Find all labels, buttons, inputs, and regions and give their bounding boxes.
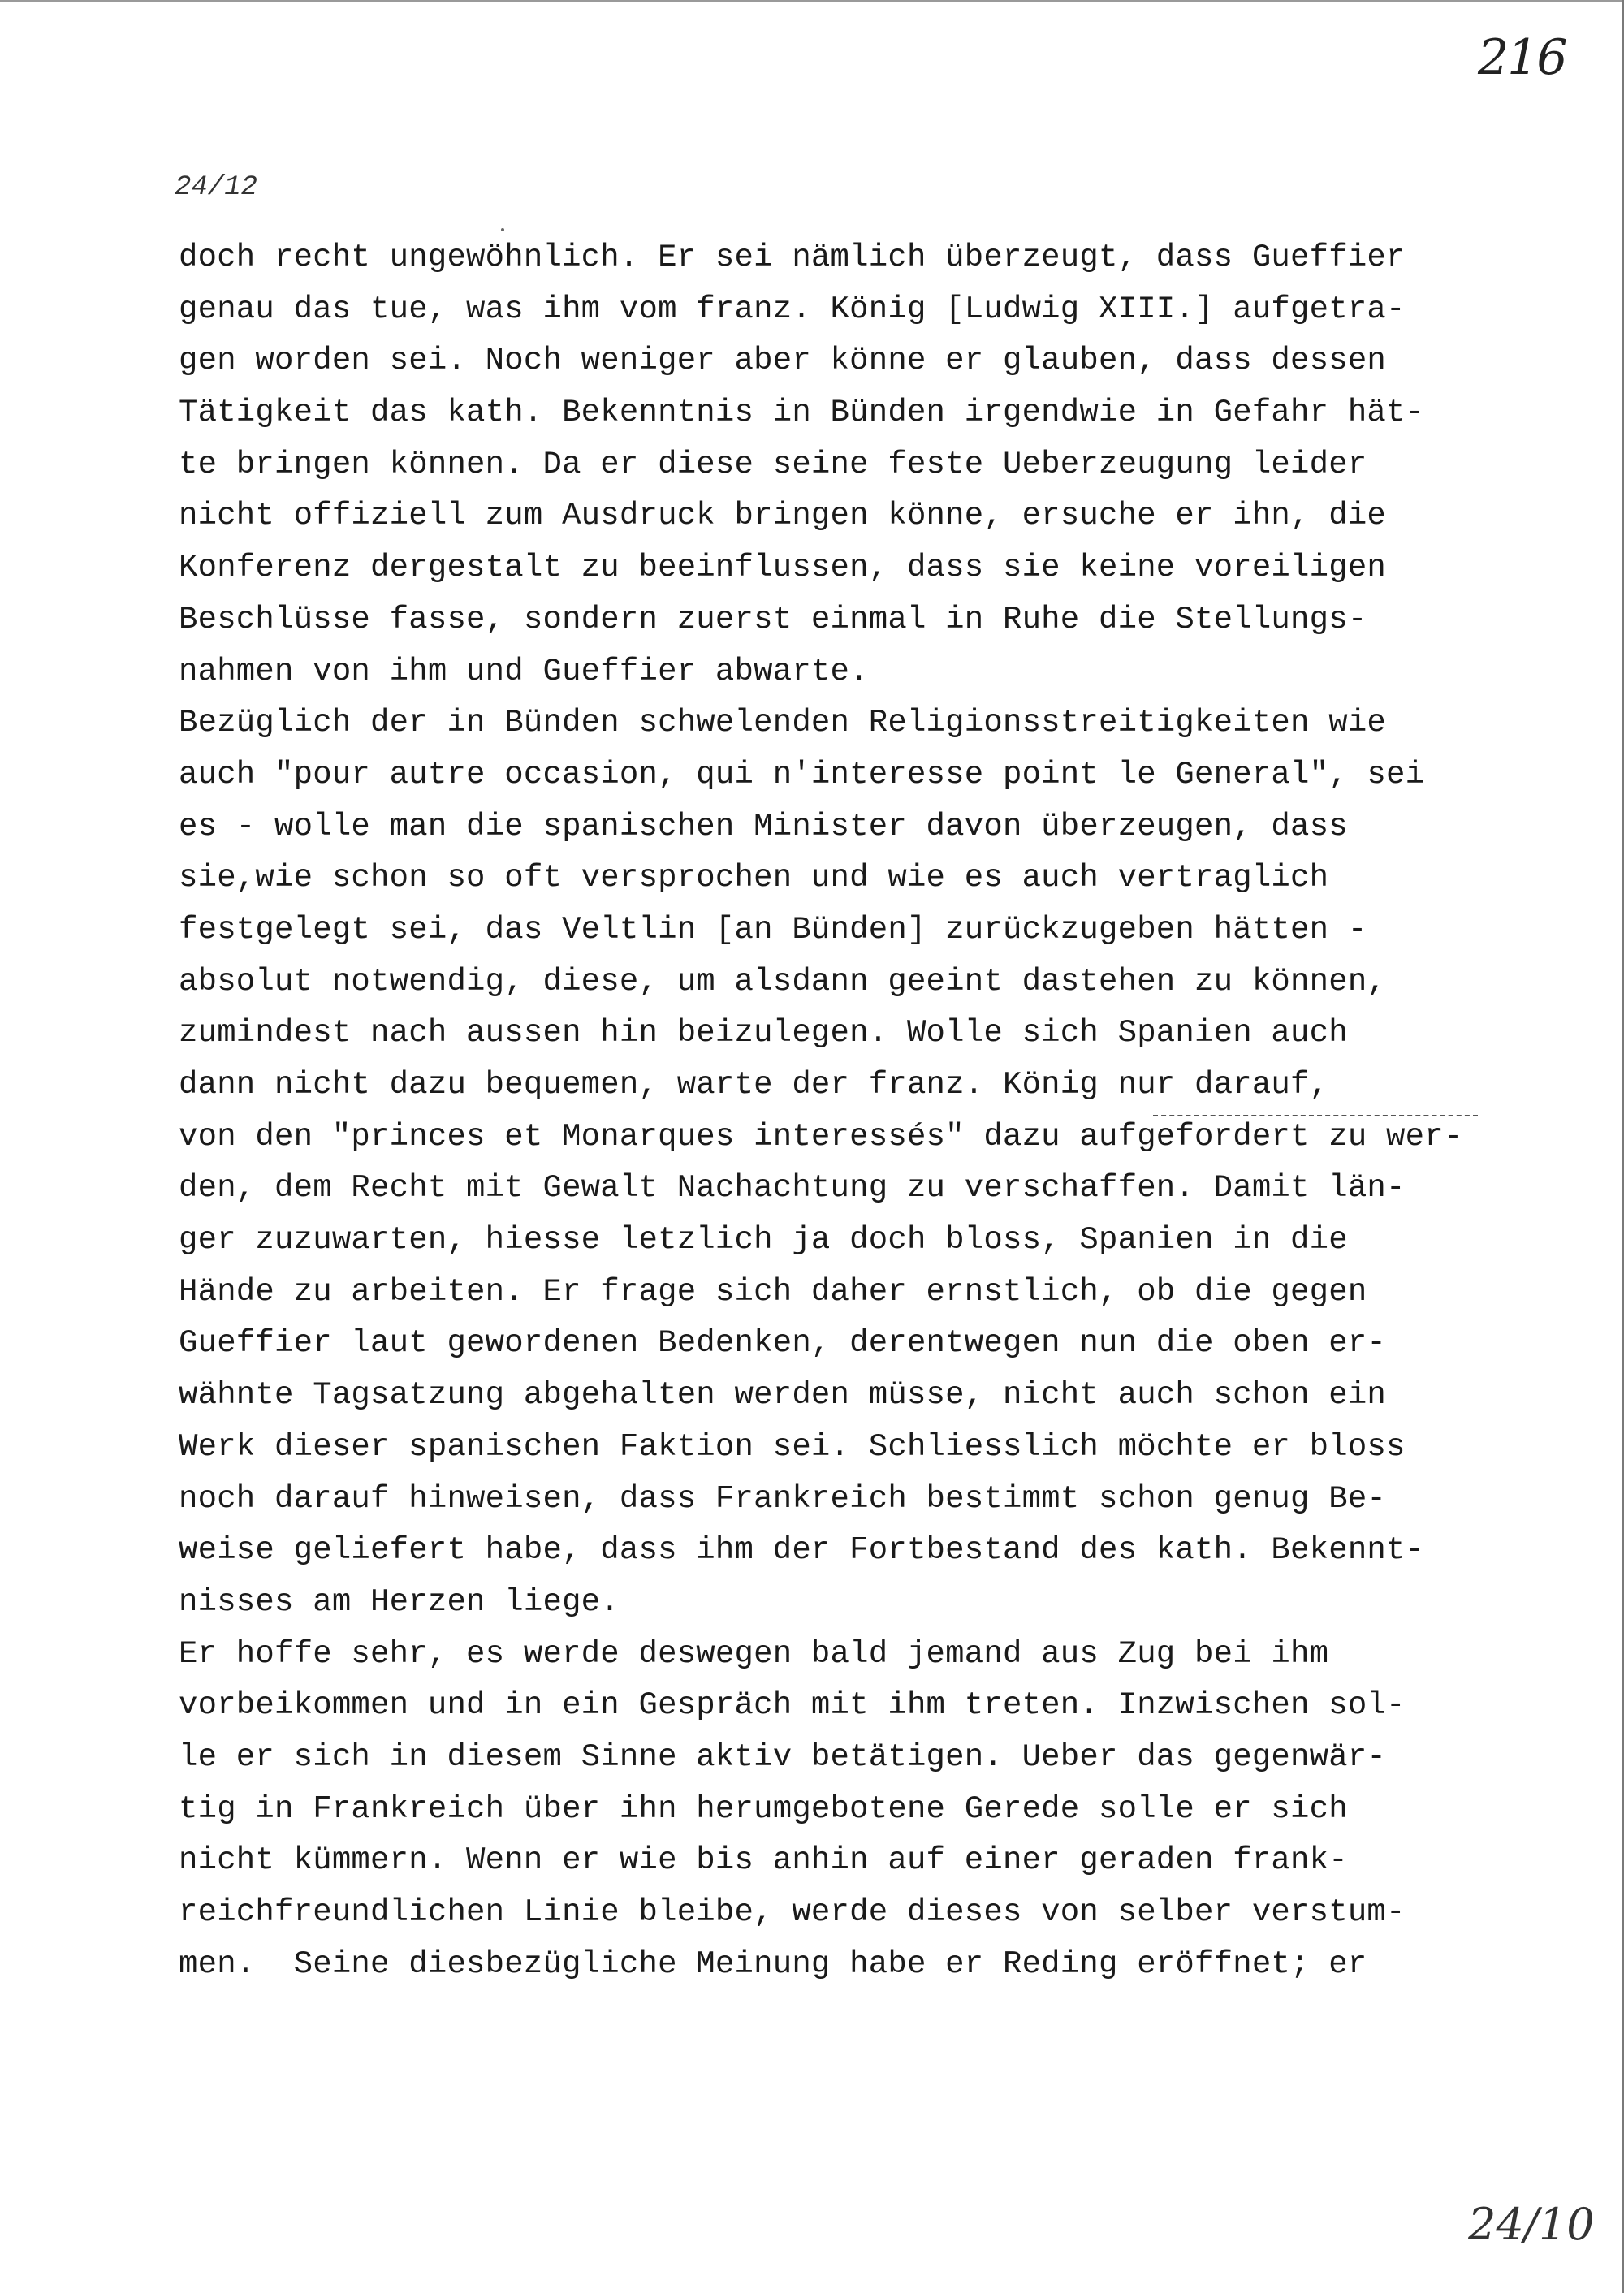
text-line: tig in Frankreich über ihn herumgebotene Gerede solle er sich: [179, 1790, 1348, 1827]
text-line: nicht offiziell zum Ausdruck bringen könne, ersuche er ihn, die: [179, 498, 1387, 534]
text-line: dann nicht dazu bequemen, warte der franz. König nur darauf,: [179, 1067, 1329, 1103]
text-line: festgelegt sei, das Veltlin [an Bünden] zurückzugeben hätten -: [179, 911, 1367, 948]
text-line: weise geliefert habe, dass ihm der Fortbestand des kath. Bekennt-: [179, 1532, 1425, 1569]
text-line: Beschlüsse fasse, sondern zuerst einmal in Ruhe die Stellungs-: [179, 601, 1367, 637]
scan-edge-top: [0, 0, 1624, 2]
text-line: auch "pour autre occasion, qui n'interesse point le General", sei: [179, 756, 1425, 792]
text-line: den, dem Recht mit Gewalt Nachachtung zu verschaffen. Damit län-: [179, 1170, 1406, 1207]
text-line: es - wolle man die spanischen Minister davon überzeugen, dass: [179, 808, 1348, 844]
text-line: Gueffier laut gewordenen Bedenken, derentwegen nun die oben er-: [179, 1325, 1387, 1362]
text-line: Konferenz dergestalt zu beeinflussen, dass sie keine voreiligen: [179, 550, 1387, 586]
page-reference: 24/12: [175, 172, 258, 203]
text-line: doch recht ungewöhnlich. Er sei nämlich überzeugt, dass Gueffier: [179, 240, 1406, 275]
text-line: Tätigkeit das kath. Bekenntnis in Bünden irgendwie in Gefahr hät-: [179, 395, 1425, 431]
text-line: ger zuzuwarten, hiesse letzlich ja doch bloss, Spanien in die: [179, 1222, 1348, 1259]
text-line: nahmen von ihm und Gueffier abwarte.: [179, 653, 869, 689]
text-line: wähnte Tagsatzung abgehalten werden müsse, nicht auch schon ein: [179, 1377, 1387, 1414]
folio-number: 216: [1478, 29, 1566, 86]
text-line: gen worden sei. Noch weniger aber könne er glauben, dass dessen: [179, 343, 1387, 379]
text-line: le er sich in diesem Sinne aktiv betätigen. Ueber das gegenwär-: [179, 1738, 1387, 1775]
archive-stamp: 24/10: [1468, 2199, 1595, 2250]
text-line: Bezüglich der in Bünden schwelenden Religionsstreitigkeiten wie: [179, 705, 1387, 741]
text-line: reichfreundlichen Linie bleibe, werde dieses von selber verstum-: [179, 1894, 1406, 1930]
text-line: nisses am Herzen liege.: [179, 1583, 620, 1620]
text-line: genau das tue, was ihm vom franz. König [Ludwig XIII.] aufgetra-: [179, 291, 1406, 327]
text-line: noch darauf hinweisen, dass Frankreich bestimmt schon genug Be-: [179, 1480, 1387, 1517]
text-line: Er hoffe sehr, es werde deswegen bald jemand aus Zug bei ihm: [179, 1635, 1329, 1672]
text-line: absolut notwendig, diese, um alsdann geeint dastehen zu können,: [179, 963, 1387, 1000]
text-line: zumindest nach aussen hin beizulegen. Wolle sich Spanien auch: [179, 1015, 1348, 1051]
text-line: Hände zu arbeiten. Er frage sich daher ernstlich, ob die gegen: [179, 1273, 1367, 1310]
text-line: vorbeikommen und in ein Gespräch mit ihm treten. Inzwischen sol-: [179, 1687, 1406, 1724]
text-line: von den "princes et Monarques interessés" dazu aufgefordert zu wer-: [179, 1118, 1463, 1155]
text-line: sie,wie schon so oft versprochen und wie es auch vertraglich: [179, 860, 1329, 896]
body-text: [179, 232, 1462, 1990]
text-line: Werk dieser spanischen Faktion sei. Schliesslich möchte er bloss: [179, 1428, 1406, 1465]
ink-mark: [501, 228, 504, 231]
text-line: nicht kümmern. Wenn er wie bis anhin auf einer geraden frank-: [179, 1842, 1348, 1879]
text-line: men. Seine diesbezügliche Meinung habe er Reding eröffnet; er: [179, 1945, 1367, 1982]
text-line: te bringen können. Da er diese seine feste Ueberzeugung leider: [179, 446, 1367, 482]
